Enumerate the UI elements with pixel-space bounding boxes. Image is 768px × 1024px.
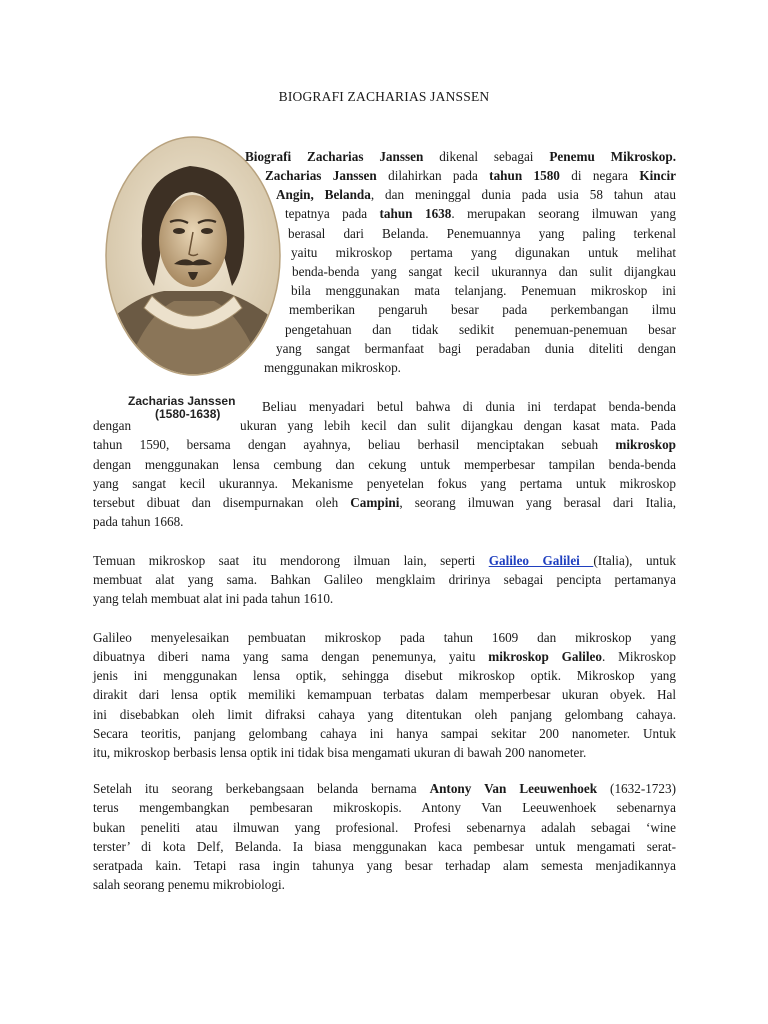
p1-line: Biografi Zacharias Janssen dikenal sebagai Penemu Mikroskop.: [245, 149, 677, 164]
p5-line: bukan peneliti atau ilmuwan yang profesional. Profesi sebenarnya adalah sebagai ‘wine: [93, 820, 676, 835]
p3-line: Temuan mikroskop saat itu mendorong ilmuan lain, seperti Galileo Galilei (Italia), untuk: [93, 553, 676, 568]
p5-line: salah seorang penemu mikrobiologi.: [93, 877, 285, 892]
p1-line: memberikan pengaruh besar pada perkembangan ilmu: [289, 302, 676, 317]
p4-line: itu, mikroskop berbasis lensa optik ini tidak bisa mengamati ukuran di bawah 200 nanometer.: [93, 745, 587, 760]
p2-line: dengan: [93, 418, 132, 433]
p2-line: tahun 1590, bersama dengan ayahnya, beliau berhasil menciptakan sebuah mikroskop: [93, 437, 676, 452]
p3-line: membuat alat yang sama. Bahkan Galileo mengklaim dririnya sebagai pencipta pertamanya: [93, 572, 676, 587]
p4-line: dirakit dari lensa optik memiliki kemampuan terbatas dalam memperbesar ukuran obyek. Hal: [93, 687, 676, 702]
p1-line: berasal dari Belanda. Penemuannya yang paling terkenal: [288, 226, 676, 241]
p2-line: Beliau menyadari betul bahwa di dunia ini terdapat benda-benda: [262, 399, 676, 414]
portrait-caption-name: Zacharias Janssen: [128, 394, 236, 408]
p1-line: pengetahuan dan tidak sedikit penemuan-penemuan besar: [285, 322, 676, 337]
p2-line: pada tahun 1668.: [93, 514, 184, 529]
p2-line: yang sangat kecil ukurannya. Mekanisme penyetelan fokus yang pertama untuk mikroskop: [93, 476, 676, 491]
p1-line: Zacharias Janssen dilahirkan pada tahun 1580 di negara Kincir: [265, 168, 676, 183]
p4-line: Galileo menyelesaikan pembuatan mikroskop pada tahun 1609 dan mikroskop yang: [93, 630, 676, 645]
p1-line: tepatnya pada tahun 1638. merupakan seorang ilmuwan yang: [285, 206, 676, 221]
page-title: BIOGRAFI ZACHARIAS JANSSEN: [278, 89, 490, 104]
portrait-image: [104, 136, 282, 376]
p5-line: seratpada kain. Tetapi rasa ingin tahunya yang besar terhadap alam semesta menjadikannya: [93, 858, 676, 873]
p1-line: Angin, Belanda, dan meninggal dunia pada usia 58 tahun atau: [276, 187, 676, 202]
p3-line: yang telah membuat alat ini pada tahun 1610.: [93, 591, 334, 606]
p1-line: menggunakan mikroskop.: [264, 360, 401, 375]
p4-line: ini disebabkan oleh limit difraksi cahaya yang ditentukan oleh panjang gelombang cahaya.: [93, 707, 676, 722]
p4-line: Secara teoritis, panjang gelombang cahaya ini hanya sampai sekitar 200 nanometer. Untuk: [93, 726, 676, 741]
p4-line: dibuatnya diberi nama yang sama dengan penemunya, yaitu mikroskop Galileo. Mikroskop: [93, 649, 676, 664]
p1-line: yang sangat bermanfaat bagi peradaban dunia diteliti dengan: [276, 341, 676, 356]
p1-line: bila menggunakan mata telanjang. Penemuan mikroskop ini: [291, 283, 676, 298]
p5-line: Setelah itu seorang berkebangsaan belanda bernama Antony Van Leeuwenhoek (1632-1723): [93, 781, 676, 796]
p5-line: terus mengembangkan pembesaran mikroskopis. Antony Van Leeuwenhoek sebenarnya: [93, 800, 676, 815]
p4-line: jenis ini menggunakan lensa optik, sehingga disebut mikroskop optik. Mikroskop yang: [93, 668, 676, 683]
portrait-caption-years: (1580-1638): [155, 407, 221, 421]
p2-line: tersebut dibuat dan disempurnakan oleh Campini, seorang ilmuwan yang berasal dari Italia,: [93, 495, 676, 510]
p2-line: ukuran yang lebih kecil dan sulit dijangkau dengan kasat mata. Pada: [240, 418, 676, 433]
p2-line: dengan menggunakan lensa cembung dan cekung untuk memperbesar tampilan benda-benda: [93, 457, 676, 472]
p1-line: benda-benda yang sangat kecil ukurannya dan sulit dijangkau: [292, 264, 676, 279]
galileo-galilei-link[interactable]: Galileo Galilei: [488, 553, 594, 568]
p5-line: terster’ di kota Delf, Belanda. Ia biasa menggunakan kaca pembesar untuk mengamati serat-: [93, 839, 676, 854]
p1-line: yaitu mikroskop pertama yang digunakan untuk melihat: [291, 245, 676, 260]
